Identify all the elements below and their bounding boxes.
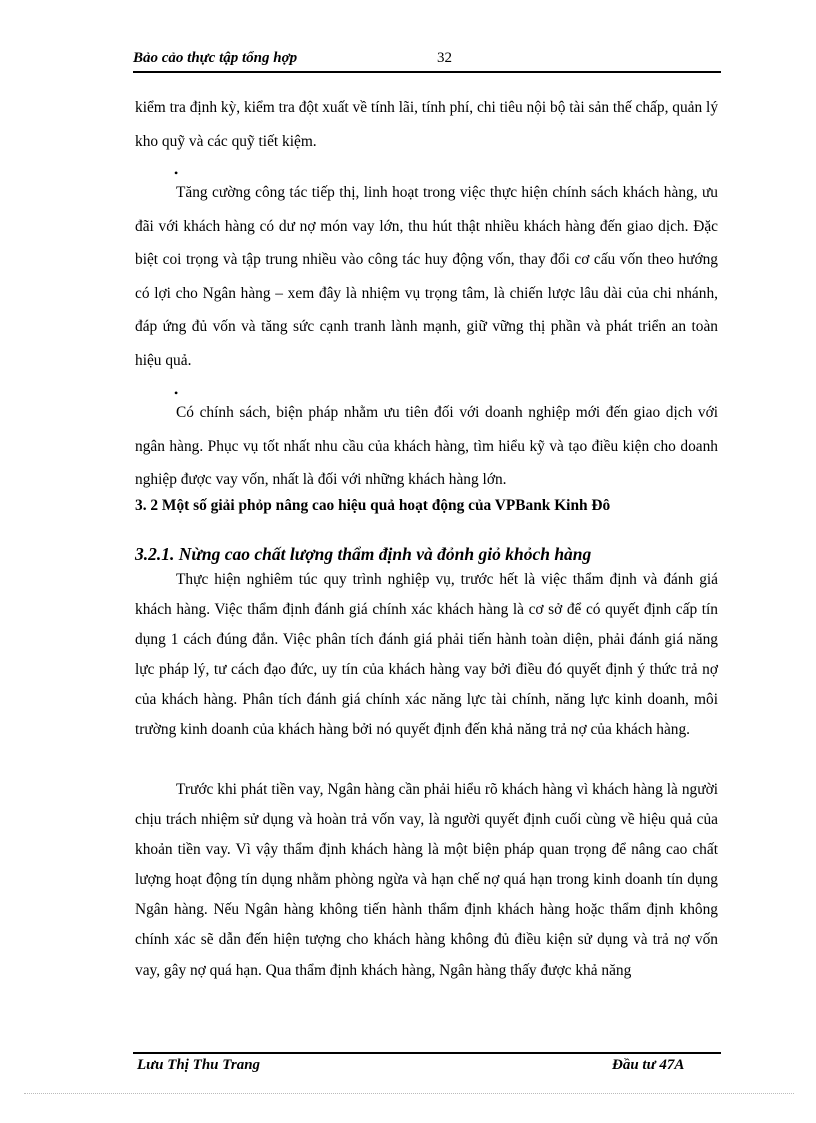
paragraph-4 <box>135 565 718 746</box>
header-rule <box>133 71 721 73</box>
page-number: 32 <box>437 50 452 66</box>
paragraph-2 <box>135 176 718 377</box>
paragraph-5 <box>135 775 718 986</box>
paragraph-text: Có chính sách, biện pháp nhằm ưu tiên đối với doanh nghiệp mới đến giao dịch với ngân hàng. Phục vụ tốt nhất nhu cầu của khách hàng, tìm hiểu kỹ và tạo điều kiện cho doanh nghiệp được vay vốn, nhất là đối với những khách hàng lớn. <box>135 404 718 488</box>
bullet-icon: • <box>174 166 179 180</box>
footer-author: Lưu Thị Thu Trang <box>137 1057 261 1073</box>
paragraph-3 <box>135 396 718 497</box>
paragraph-1 <box>135 91 718 158</box>
page-frame-edge <box>24 1093 794 1094</box>
footer-rule <box>133 1052 721 1054</box>
page-header <box>133 46 721 72</box>
paragraph-text: kiểm tra định kỳ, kiểm tra đột xuất về tính lãi, tính phí, chi tiêu nội bộ tài sản thế chấp, quản lý kho quỹ và các quỹ tiết kiệm. <box>135 99 719 150</box>
paragraph-text: Thực hiện nghiêm túc quy trình nghiệp vụ, trước hết là việc thẩm định và đánh giá khách hàng. Việc thẩm định đánh giá chính xác khách hàng là cơ sở để có quyết định cấp tín dụng 1 cách đúng đắn. Việc phân tích đánh giá phải tiến hành toàn diện, phải đánh giá năng lực pháp lý, tư cách đạo đức, uy tín của khách hàng vay bởi điều đó quyết định ý thức trả nợ của khách hàng. Phân tích đánh giá chính xác năng lực tài chính, năng lực kinh doanh, môi trường kinh doanh của khách hàng bởi nó quyết định đến khả năng trả nợ của khách hàng. <box>135 571 718 739</box>
paragraph-text: Trước khi phát tiền vay, Ngân hàng cần phải hiểu rõ khách hàng vì khách hàng là người chịu trách nhiệm sử dụng và hoàn trả vốn vay, là người quyết định cuối cùng về hiệu quả của khoản tiền vay. Vì vậy thẩm định khách hàng là một biện pháp quan trọng để nâng cao chất lượng hoạt động tín dụng nhằm phòng ngừa và hạn chế nợ quá hạn trong kinh doanh tín dụng Ngân hàng. Nếu Ngân hàng không tiến hành thẩm định khách hàng hoặc thẩm định không chính xác sẽ dẫn đến hiện tượng cho khách hàng không đủ điều kiện sử dụng và trả nợ vốn vay, gây nợ quá hạn. Qua thẩm định khách hàng, Ngân hàng thấy được khả năng <box>135 781 718 979</box>
subsection-heading: 3.2.1. Nừng cao chất lượng thẩm định và đỏnh giỏ khỏch hàng <box>135 544 592 564</box>
header-title: Bảo cảo thực tập tổng hợp <box>133 50 298 66</box>
section-heading: 3. 2 Một số giải phỏp nâng cao hiệu quả hoạt động của VPBank Kinh Đô <box>135 497 611 514</box>
bullet-icon: • <box>174 386 179 400</box>
footer-class: Đầu tư 47A <box>612 1057 685 1073</box>
paragraph-text: Tăng cường công tác tiếp thị, linh hoạt trong việc thực hiện chính sách khách hàng, ưu đãi với khách hàng có dư nợ món vay lớn, thu hút thật nhiều khách hàng đến giao dịch. Đặc biệt coi trọng và tập trung nhiều vào công tác huy động vốn, thay đổi cơ cấu vốn theo hướng có lợi cho Ngân hàng – xem đây là nhiệm vụ trọng tâm, là chiến lược lâu dài của chi nhánh, đáp ứng đủ vốn và tăng sức cạnh tranh lành mạnh, giữ vững thị phần và phát triển an toàn hiệu quả. <box>135 184 718 369</box>
